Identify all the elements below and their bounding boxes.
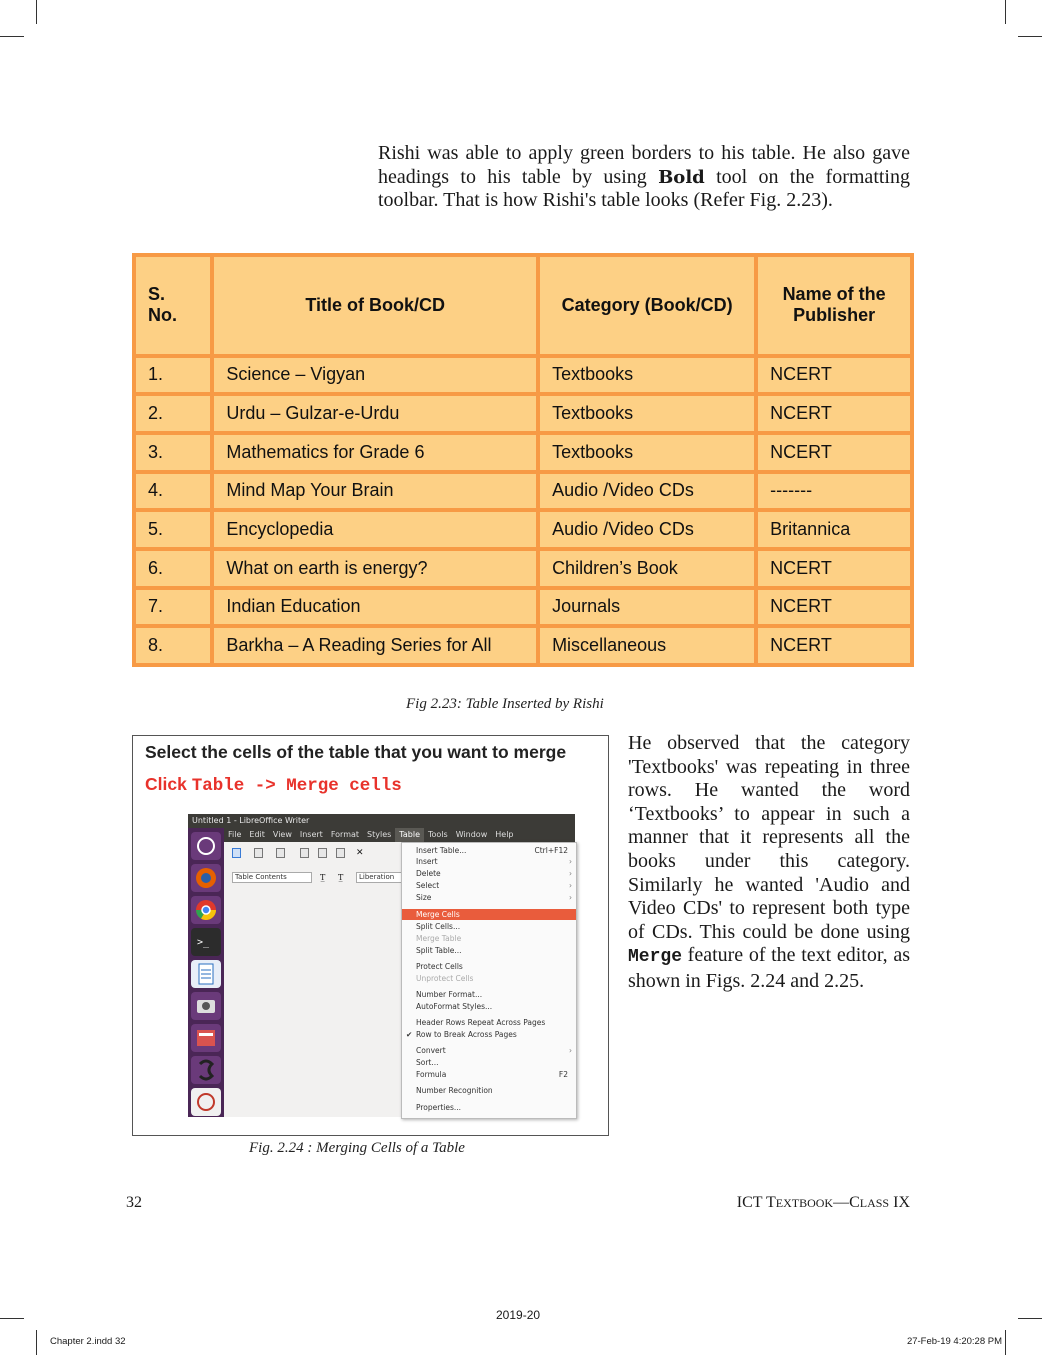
export-icon[interactable] xyxy=(300,848,309,858)
figure-instruction: Select the cells of the table that you want to merge xyxy=(145,742,567,762)
intro-text: Rishi was able to apply green borders to his table. He also gave headings to his table by using xyxy=(378,142,910,188)
cell-publisher: NCERT xyxy=(758,628,910,663)
style-update-icon[interactable]: T̲ xyxy=(320,873,326,882)
camera-icon[interactable] xyxy=(191,992,221,1020)
menu-item-label: Header Rows Repeat Across Pages xyxy=(416,1018,546,1027)
menu-item-shortcut: F2 xyxy=(558,1070,568,1079)
table-row xyxy=(136,512,910,547)
terminal-icon[interactable] xyxy=(191,928,221,956)
menu-view[interactable]: View xyxy=(272,830,292,839)
intro-bold-word: Bold xyxy=(658,166,705,188)
menu-item-merge-cells[interactable] xyxy=(402,909,576,920)
menu-item-label: Split Cells... xyxy=(416,922,461,931)
menu-item-merge-table[interactable] xyxy=(402,933,576,944)
menu-item-sort[interactable] xyxy=(402,1057,576,1068)
menu-item-label: Insert xyxy=(416,857,438,866)
menu-item-size[interactable] xyxy=(402,892,576,903)
ubuntu-launcher xyxy=(188,828,224,1117)
running-head-part: LASS xyxy=(859,1196,890,1210)
menu-item-label: Number Recognition xyxy=(416,1086,493,1095)
header-sno: S. No. xyxy=(136,257,210,354)
font-name-box[interactable]: Liberation xyxy=(356,872,402,883)
menu-item-number-recognition[interactable] xyxy=(402,1085,576,1096)
print-icon[interactable] xyxy=(318,848,327,858)
app-icon[interactable] xyxy=(191,1056,221,1084)
paragraph-style-box[interactable]: Table Contents xyxy=(232,872,312,883)
cell-sno: 4. xyxy=(136,474,210,509)
intro-text: tool on the formatting toolbar. That is how Rishi's table looks (Refer Fig. 2.23). xyxy=(378,165,910,211)
body-paragraph xyxy=(628,732,910,994)
menu-bar xyxy=(224,828,575,842)
menu-item-insert[interactable] xyxy=(402,856,576,867)
menu-styles[interactable]: Styles xyxy=(367,830,392,839)
menu-format[interactable]: Format xyxy=(330,830,360,839)
running-head-part: IX xyxy=(889,1194,910,1211)
crop-mark xyxy=(1018,36,1042,37)
menu-item-label: Insert Table... xyxy=(416,846,467,855)
menu-item-label: Unprotect Cells xyxy=(416,974,474,983)
menu-item-protect-cells[interactable] xyxy=(402,961,576,972)
menu-item-unprotect-cells[interactable] xyxy=(402,973,576,984)
cell-title: Encyclopedia xyxy=(214,512,536,547)
cell-publisher: Britannica xyxy=(758,512,910,547)
fig-2-24-caption: Fig. 2.24 : Merging Cells of a Table xyxy=(249,1140,465,1156)
cell-title: Mathematics for Grade 6 xyxy=(214,435,536,470)
submenu-arrow-icon: › xyxy=(569,1046,572,1055)
menu-item-label: Sort... xyxy=(416,1058,439,1067)
body-text: He observed that the category 'Textbooks' was repeating in three rows. He wanted the word ‘Textbooks’ to appear in such a manner that it represents all the books under this category. Similarly he wanted 'Audio and Video CDs' to represent both type of CDs. This could be done using xyxy=(628,732,910,943)
menu-item-label: Row to Break Across Pages xyxy=(416,1030,517,1039)
merge-cells-figure xyxy=(132,735,609,1136)
submenu-arrow-icon: › xyxy=(569,857,572,866)
crop-mark xyxy=(1005,1330,1006,1355)
menu-item-properties[interactable] xyxy=(402,1102,576,1113)
table-row xyxy=(136,358,910,393)
menu-item-label: Properties... xyxy=(416,1103,462,1112)
table-row xyxy=(136,396,910,431)
cell-category: Audio /Video CDs xyxy=(540,474,754,509)
submenu-arrow-icon: › xyxy=(569,881,572,890)
writer-icon[interactable] xyxy=(191,960,221,988)
cell-sno: 5. xyxy=(136,512,210,547)
menu-item-label: Merge Table xyxy=(416,934,462,943)
save-icon[interactable] xyxy=(276,848,285,858)
app-icon[interactable] xyxy=(191,1088,221,1116)
fig-2-23-caption: Fig 2.23: Table Inserted by Rishi xyxy=(406,696,604,712)
header-publisher: Name of the Publisher xyxy=(758,257,910,354)
file-slug: Chapter 2.indd 32 xyxy=(50,1336,126,1347)
cell-sno: 8. xyxy=(136,628,210,663)
cell-title: Science – Vigyan xyxy=(214,358,536,393)
crop-mark xyxy=(0,36,24,37)
menu-item-label: Split Table... xyxy=(416,946,462,955)
cell-publisher: NCERT xyxy=(758,358,910,393)
crop-mark xyxy=(36,0,37,24)
menu-item-formula[interactable] xyxy=(402,1069,576,1080)
cell-publisher: NCERT xyxy=(758,396,910,431)
cell-title: Barkha – A Reading Series for All xyxy=(214,628,536,663)
menu-item-convert[interactable] xyxy=(402,1045,576,1056)
menu-insert[interactable]: Insert xyxy=(299,830,323,839)
menu-item-split-table[interactable] xyxy=(402,945,576,956)
menu-edit[interactable]: Edit xyxy=(249,830,265,839)
menu-help[interactable]: Help xyxy=(495,830,514,839)
cell-sno: 7. xyxy=(136,590,210,625)
style-new-icon[interactable]: T̲ xyxy=(338,873,344,882)
cut-icon[interactable]: ✕ xyxy=(356,848,364,858)
running-head xyxy=(737,1194,910,1212)
crop-mark xyxy=(1018,1318,1042,1319)
menu-item-label: Delete xyxy=(416,869,441,878)
table-menu xyxy=(401,842,577,1119)
cell-category: Audio /Video CDs xyxy=(540,512,754,547)
menu-window[interactable]: Window xyxy=(455,830,488,839)
cell-category: Textbooks xyxy=(540,396,754,431)
svg-text:>_: >_ xyxy=(197,937,210,948)
menu-item-split-cells[interactable] xyxy=(402,921,576,932)
click-path: Table -> Merge cells xyxy=(191,776,402,796)
menu-item-shortcut: Ctrl+F12 xyxy=(534,846,568,855)
menu-item-select[interactable] xyxy=(402,880,576,891)
menu-item-label: Number Format... xyxy=(416,990,483,999)
cell-publisher: NCERT xyxy=(758,590,910,625)
table-row xyxy=(136,628,910,663)
menu-item-label: Formula xyxy=(416,1070,447,1079)
crop-mark xyxy=(1005,0,1006,24)
submenu-arrow-icon: › xyxy=(569,893,572,902)
click-word: Click xyxy=(145,774,187,794)
menu-item-label: Select xyxy=(416,881,440,890)
intro-paragraph xyxy=(378,142,910,213)
menu-item-label: Size xyxy=(416,893,432,902)
menu-item-header-rows-repeat-across-pages[interactable] xyxy=(402,1017,576,1028)
menu-item-label: Convert xyxy=(416,1046,446,1055)
menu-table[interactable]: Table xyxy=(395,828,424,842)
submenu-arrow-icon: › xyxy=(569,869,572,878)
table-header-row xyxy=(136,257,910,354)
menu-item-number-format[interactable] xyxy=(402,989,576,1000)
header-title: Title of Book/CD xyxy=(214,257,536,354)
edition-year: 2019-20 xyxy=(496,1308,541,1322)
table-row xyxy=(136,435,910,470)
crop-mark xyxy=(0,1318,24,1319)
cell-title: What on earth is energy? xyxy=(214,551,536,586)
menu-item-insert-table[interactable] xyxy=(402,845,576,856)
open-icon[interactable] xyxy=(254,848,263,858)
header-category: Category (Book/CD) xyxy=(540,257,754,354)
menu-file[interactable]: File xyxy=(228,830,242,839)
cell-publisher: NCERT xyxy=(758,551,910,586)
page-number: 32 xyxy=(126,1194,142,1211)
chrome-icon[interactable] xyxy=(191,896,221,924)
cell-sno: 2. xyxy=(136,396,210,431)
preview-icon[interactable] xyxy=(336,848,345,858)
table-row xyxy=(136,474,910,509)
cell-publisher: NCERT xyxy=(758,435,910,470)
book-table xyxy=(132,253,914,667)
cell-title: Urdu – Gulzar-e-Urdu xyxy=(214,396,536,431)
cell-sno: 6. xyxy=(136,551,210,586)
cell-category: Textbooks xyxy=(540,435,754,470)
running-head-part: ICT T xyxy=(736,1194,776,1211)
dash-icon[interactable] xyxy=(191,832,221,860)
archive-icon[interactable] xyxy=(191,1024,221,1052)
cell-category: Miscellaneous xyxy=(540,628,754,663)
new-icon[interactable] xyxy=(232,848,241,858)
cell-title: Indian Education xyxy=(214,590,536,625)
menu-item-label: Merge Cells xyxy=(416,910,460,919)
menu-item-autoformat-styles[interactable] xyxy=(402,1001,576,1012)
cell-publisher: ------- xyxy=(758,474,910,509)
table-body xyxy=(136,358,910,663)
print-timestamp: 27-Feb-19 4:20:28 PM xyxy=(906,1336,1002,1347)
firefox-icon[interactable] xyxy=(191,864,221,892)
check-icon: ✔ xyxy=(406,1030,413,1039)
menu-item-label: AutoFormat Styles... xyxy=(416,1002,493,1011)
menu-item-label: Protect Cells xyxy=(416,962,463,971)
figure-click-instruction xyxy=(145,774,402,796)
window-title: Untitled 1 - LibreOffice Writer xyxy=(188,814,575,828)
crop-mark xyxy=(36,1330,37,1355)
cell-category: Children’s Book xyxy=(540,551,754,586)
menu-item-row-to-break-across-pages[interactable] xyxy=(402,1029,576,1040)
cell-category: Journals xyxy=(540,590,754,625)
cell-category: Textbooks xyxy=(540,358,754,393)
table-row xyxy=(136,551,910,586)
body-bold-word: Merge xyxy=(628,947,683,968)
table-row xyxy=(136,590,910,625)
toolbar xyxy=(224,842,404,897)
running-head-part: EXTBOOK xyxy=(775,1196,834,1210)
cell-title: Mind Map Your Brain xyxy=(214,474,536,509)
cell-sno: 1. xyxy=(136,358,210,393)
cell-sno: 3. xyxy=(136,435,210,470)
menu-item-delete[interactable] xyxy=(402,868,576,879)
body-text: feature of the text editor, as shown in Figs. 2.24 and 2.25. xyxy=(628,944,910,992)
menu-tools[interactable]: Tools xyxy=(427,830,448,839)
libreoffice-window xyxy=(188,814,575,1117)
running-head-part: —C xyxy=(833,1194,860,1211)
